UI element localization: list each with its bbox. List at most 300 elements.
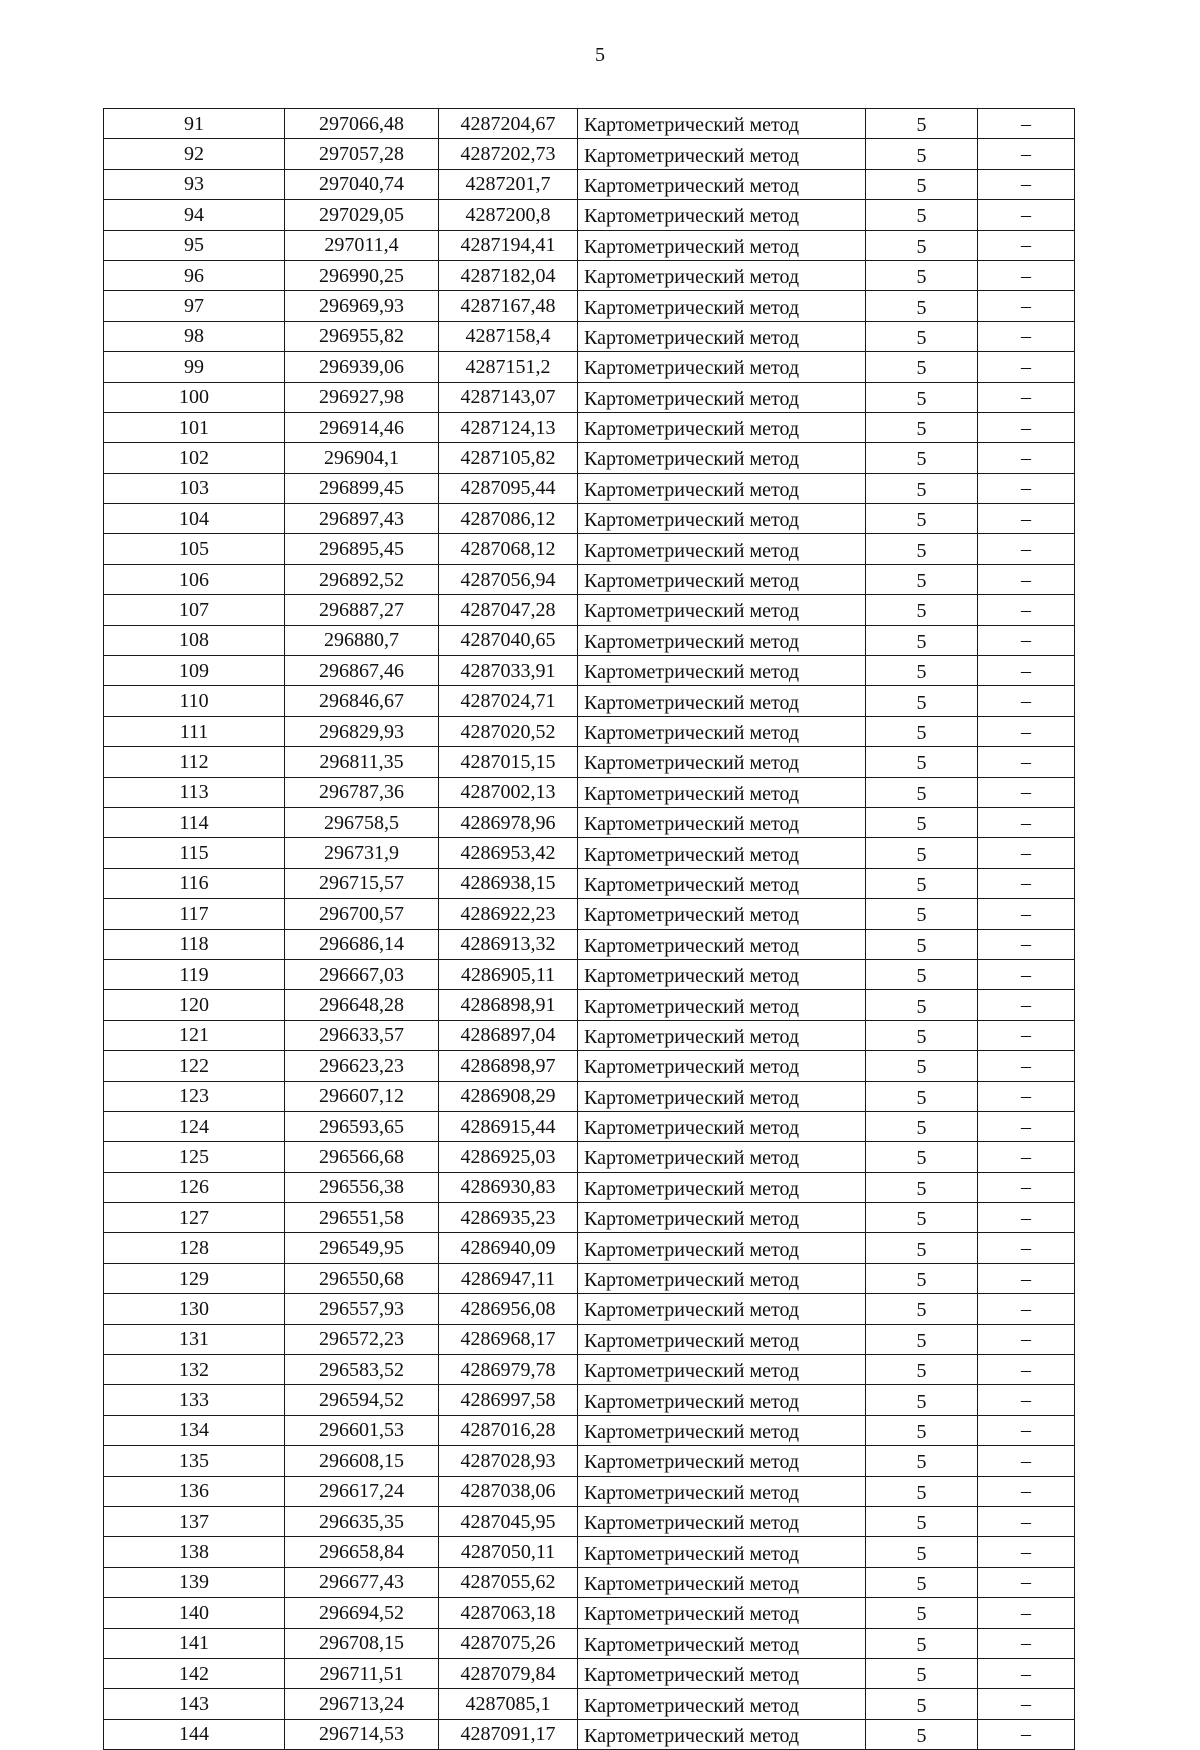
y-coordinate-cell: 4287201,7	[439, 169, 578, 199]
point-number-cell: 124	[104, 1111, 285, 1141]
accuracy-cell: 5	[866, 1020, 978, 1050]
x-coordinate-cell: 296677,43	[285, 1567, 439, 1597]
accuracy-cell: 5	[866, 990, 978, 1020]
method-cell: Картометрический метод	[578, 1142, 866, 1172]
y-coordinate-cell: 4287204,67	[439, 109, 578, 139]
point-number-cell: 112	[104, 747, 285, 777]
point-number-cell: 107	[104, 595, 285, 625]
x-coordinate-cell: 296549,95	[285, 1233, 439, 1263]
table-row	[104, 1446, 1075, 1476]
point-number-cell: 106	[104, 564, 285, 594]
note-cell: –	[978, 1415, 1075, 1445]
x-coordinate-cell: 297057,28	[285, 139, 439, 169]
y-coordinate-cell: 4286908,29	[439, 1081, 578, 1111]
point-number-cell: 123	[104, 1081, 285, 1111]
method-cell: Картометрический метод	[578, 1081, 866, 1111]
accuracy-cell: 5	[866, 1051, 978, 1081]
accuracy-cell: 5	[866, 412, 978, 442]
y-coordinate-cell: 4286956,08	[439, 1294, 578, 1324]
note-cell: –	[978, 1598, 1075, 1628]
table-row	[104, 1020, 1075, 1050]
method-cell: Картометрический метод	[578, 200, 866, 230]
x-coordinate-cell: 297011,4	[285, 230, 439, 260]
point-number-cell: 144	[104, 1719, 285, 1749]
point-number-cell: 99	[104, 352, 285, 382]
point-number-cell: 141	[104, 1628, 285, 1658]
y-coordinate-cell: 4286898,97	[439, 1051, 578, 1081]
point-number-cell: 100	[104, 382, 285, 412]
x-coordinate-cell: 296914,46	[285, 412, 439, 442]
x-coordinate-cell: 296556,38	[285, 1172, 439, 1202]
accuracy-cell: 5	[866, 1506, 978, 1536]
accuracy-cell: 5	[866, 1142, 978, 1172]
note-cell: –	[978, 929, 1075, 959]
method-cell: Картометрический метод	[578, 504, 866, 534]
point-number-cell: 120	[104, 990, 285, 1020]
note-cell: –	[978, 1111, 1075, 1141]
note-cell: –	[978, 169, 1075, 199]
note-cell: –	[978, 656, 1075, 686]
point-number-cell: 129	[104, 1263, 285, 1293]
y-coordinate-cell: 4287151,2	[439, 352, 578, 382]
table-row	[104, 1658, 1075, 1688]
method-cell: Картометрический метод	[578, 321, 866, 351]
x-coordinate-cell: 296713,24	[285, 1689, 439, 1719]
note-cell: –	[978, 382, 1075, 412]
y-coordinate-cell: 4287068,12	[439, 534, 578, 564]
table-row	[104, 1172, 1075, 1202]
x-coordinate-cell: 296787,36	[285, 777, 439, 807]
accuracy-cell: 5	[866, 504, 978, 534]
table-row	[104, 625, 1075, 655]
x-coordinate-cell: 296648,28	[285, 990, 439, 1020]
method-cell: Картометрический метод	[578, 656, 866, 686]
method-cell: Картометрический метод	[578, 595, 866, 625]
table-row	[104, 899, 1075, 929]
accuracy-cell: 5	[866, 1719, 978, 1749]
table-row	[104, 352, 1075, 382]
x-coordinate-cell: 296594,52	[285, 1385, 439, 1415]
x-coordinate-cell: 296667,03	[285, 959, 439, 989]
accuracy-cell: 5	[866, 868, 978, 898]
accuracy-cell: 5	[866, 1446, 978, 1476]
point-number-cell: 104	[104, 504, 285, 534]
table-row	[104, 868, 1075, 898]
note-cell: –	[978, 1203, 1075, 1233]
method-cell: Картометрический метод	[578, 686, 866, 716]
accuracy-cell: 5	[866, 716, 978, 746]
point-number-cell: 94	[104, 200, 285, 230]
point-number-cell: 135	[104, 1446, 285, 1476]
method-cell: Картометрический метод	[578, 990, 866, 1020]
y-coordinate-cell: 4287055,62	[439, 1567, 578, 1597]
accuracy-cell: 5	[866, 1537, 978, 1567]
method-cell: Картометрический метод	[578, 868, 866, 898]
note-cell: –	[978, 504, 1075, 534]
point-number-cell: 130	[104, 1294, 285, 1324]
point-number-cell: 126	[104, 1172, 285, 1202]
accuracy-cell: 5	[866, 1324, 978, 1354]
x-coordinate-cell: 296566,68	[285, 1142, 439, 1172]
accuracy-cell: 5	[866, 1355, 978, 1385]
method-cell: Картометрический метод	[578, 625, 866, 655]
table-row	[104, 564, 1075, 594]
accuracy-cell: 5	[866, 321, 978, 351]
y-coordinate-cell: 4286978,96	[439, 807, 578, 837]
point-number-cell: 109	[104, 656, 285, 686]
method-cell: Картометрический метод	[578, 1537, 866, 1567]
method-cell: Картометрический метод	[578, 1385, 866, 1415]
table-row	[104, 443, 1075, 473]
method-cell: Картометрический метод	[578, 1415, 866, 1445]
x-coordinate-cell: 296731,9	[285, 838, 439, 868]
method-cell: Картометрический метод	[578, 534, 866, 564]
y-coordinate-cell: 4286940,09	[439, 1233, 578, 1263]
y-coordinate-cell: 4286905,11	[439, 959, 578, 989]
accuracy-cell: 5	[866, 564, 978, 594]
method-cell: Картометрический метод	[578, 1111, 866, 1141]
accuracy-cell: 5	[866, 382, 978, 412]
y-coordinate-cell: 4287124,13	[439, 412, 578, 442]
accuracy-cell: 5	[866, 443, 978, 473]
x-coordinate-cell: 296550,68	[285, 1263, 439, 1293]
table-row	[104, 959, 1075, 989]
method-cell: Картометрический метод	[578, 1598, 866, 1628]
note-cell: –	[978, 868, 1075, 898]
table-row	[104, 1476, 1075, 1506]
point-number-cell: 92	[104, 139, 285, 169]
point-number-cell: 98	[104, 321, 285, 351]
y-coordinate-cell: 4286915,44	[439, 1111, 578, 1141]
y-coordinate-cell: 4287063,18	[439, 1598, 578, 1628]
x-coordinate-cell: 296895,45	[285, 534, 439, 564]
point-number-cell: 101	[104, 412, 285, 442]
y-coordinate-cell: 4287015,15	[439, 747, 578, 777]
y-coordinate-cell: 4287158,4	[439, 321, 578, 351]
y-coordinate-cell: 4286953,42	[439, 838, 578, 868]
table-row	[104, 1142, 1075, 1172]
note-cell: –	[978, 1020, 1075, 1050]
method-cell: Картометрический метод	[578, 1658, 866, 1688]
y-coordinate-cell: 4287194,41	[439, 230, 578, 260]
point-number-cell: 115	[104, 838, 285, 868]
accuracy-cell: 5	[866, 595, 978, 625]
x-coordinate-cell: 296593,65	[285, 1111, 439, 1141]
note-cell: –	[978, 564, 1075, 594]
point-number-cell: 95	[104, 230, 285, 260]
point-number-cell: 121	[104, 1020, 285, 1050]
point-number-cell: 116	[104, 868, 285, 898]
table-row	[104, 169, 1075, 199]
method-cell: Картометрический метод	[578, 109, 866, 139]
method-cell: Картометрический метод	[578, 1172, 866, 1202]
table-row	[104, 504, 1075, 534]
y-coordinate-cell: 4286897,04	[439, 1020, 578, 1050]
note-cell: –	[978, 1233, 1075, 1263]
method-cell: Картометрический метод	[578, 1355, 866, 1385]
note-cell: –	[978, 1476, 1075, 1506]
point-number-cell: 117	[104, 899, 285, 929]
method-cell: Картометрический метод	[578, 1294, 866, 1324]
accuracy-cell: 5	[866, 139, 978, 169]
table-row	[104, 1294, 1075, 1324]
coordinates-table	[103, 108, 1075, 1750]
x-coordinate-cell: 297040,74	[285, 169, 439, 199]
x-coordinate-cell: 296608,15	[285, 1446, 439, 1476]
x-coordinate-cell: 296892,52	[285, 564, 439, 594]
point-number-cell: 131	[104, 1324, 285, 1354]
table-row	[104, 777, 1075, 807]
table-row	[104, 1263, 1075, 1293]
table-row	[104, 1598, 1075, 1628]
point-number-cell: 113	[104, 777, 285, 807]
y-coordinate-cell: 4286997,58	[439, 1385, 578, 1415]
x-coordinate-cell: 296658,84	[285, 1537, 439, 1567]
note-cell: –	[978, 990, 1075, 1020]
method-cell: Картометрический метод	[578, 382, 866, 412]
note-cell: –	[978, 1324, 1075, 1354]
table-row	[104, 1233, 1075, 1263]
accuracy-cell: 5	[866, 1172, 978, 1202]
method-cell: Картометрический метод	[578, 260, 866, 290]
point-number-cell: 140	[104, 1598, 285, 1628]
table-row	[104, 139, 1075, 169]
method-cell: Картометрический метод	[578, 1689, 866, 1719]
x-coordinate-cell: 296694,52	[285, 1598, 439, 1628]
y-coordinate-cell: 4287091,17	[439, 1719, 578, 1749]
accuracy-cell: 5	[866, 1567, 978, 1597]
y-coordinate-cell: 4287167,48	[439, 291, 578, 321]
point-number-cell: 122	[104, 1051, 285, 1081]
y-coordinate-cell: 4287105,82	[439, 443, 578, 473]
note-cell: –	[978, 807, 1075, 837]
x-coordinate-cell: 296969,93	[285, 291, 439, 321]
y-coordinate-cell: 4286938,15	[439, 868, 578, 898]
note-cell: –	[978, 139, 1075, 169]
method-cell: Картометрический метод	[578, 139, 866, 169]
accuracy-cell: 5	[866, 625, 978, 655]
accuracy-cell: 5	[866, 200, 978, 230]
point-number-cell: 142	[104, 1658, 285, 1688]
point-number-cell: 96	[104, 260, 285, 290]
y-coordinate-cell: 4286935,23	[439, 1203, 578, 1233]
accuracy-cell: 5	[866, 777, 978, 807]
x-coordinate-cell: 296880,7	[285, 625, 439, 655]
accuracy-cell: 5	[866, 534, 978, 564]
table-row	[104, 1203, 1075, 1233]
y-coordinate-cell: 4287056,94	[439, 564, 578, 594]
point-number-cell: 118	[104, 929, 285, 959]
table-row	[104, 1506, 1075, 1536]
note-cell: –	[978, 1142, 1075, 1172]
y-coordinate-cell: 4287016,28	[439, 1415, 578, 1445]
table-row	[104, 230, 1075, 260]
x-coordinate-cell: 296572,23	[285, 1324, 439, 1354]
coordinates-table-body	[104, 109, 1075, 1750]
x-coordinate-cell: 296887,27	[285, 595, 439, 625]
note-cell: –	[978, 959, 1075, 989]
note-cell: –	[978, 534, 1075, 564]
note-cell: –	[978, 1446, 1075, 1476]
table-row	[104, 382, 1075, 412]
accuracy-cell: 5	[866, 838, 978, 868]
y-coordinate-cell: 4287040,65	[439, 625, 578, 655]
accuracy-cell: 5	[866, 352, 978, 382]
y-coordinate-cell: 4287143,07	[439, 382, 578, 412]
method-cell: Картометрический метод	[578, 1324, 866, 1354]
note-cell: –	[978, 1081, 1075, 1111]
method-cell: Картометрический метод	[578, 1628, 866, 1658]
method-cell: Картометрический метод	[578, 1506, 866, 1536]
accuracy-cell: 5	[866, 929, 978, 959]
y-coordinate-cell: 4287079,84	[439, 1658, 578, 1688]
point-number-cell: 91	[104, 109, 285, 139]
note-cell: –	[978, 352, 1075, 382]
note-cell: –	[978, 1567, 1075, 1597]
note-cell: –	[978, 625, 1075, 655]
accuracy-cell: 5	[866, 656, 978, 686]
method-cell: Картометрический метод	[578, 777, 866, 807]
method-cell: Картометрический метод	[578, 443, 866, 473]
x-coordinate-cell: 296700,57	[285, 899, 439, 929]
note-cell: –	[978, 686, 1075, 716]
table-row	[104, 1355, 1075, 1385]
y-coordinate-cell: 4287200,8	[439, 200, 578, 230]
x-coordinate-cell: 296758,5	[285, 807, 439, 837]
note-cell: –	[978, 1689, 1075, 1719]
accuracy-cell: 5	[866, 169, 978, 199]
y-coordinate-cell: 4287202,73	[439, 139, 578, 169]
x-coordinate-cell: 296686,14	[285, 929, 439, 959]
accuracy-cell: 5	[866, 1658, 978, 1688]
page-number: 5	[595, 44, 605, 66]
table-row	[104, 1719, 1075, 1749]
y-coordinate-cell: 4287075,26	[439, 1628, 578, 1658]
y-coordinate-cell: 4286922,23	[439, 899, 578, 929]
x-coordinate-cell: 297066,48	[285, 109, 439, 139]
point-number-cell: 136	[104, 1476, 285, 1506]
point-number-cell: 143	[104, 1689, 285, 1719]
table-row	[104, 260, 1075, 290]
table-row	[104, 929, 1075, 959]
note-cell: –	[978, 1263, 1075, 1293]
table-row	[104, 716, 1075, 746]
x-coordinate-cell: 296551,58	[285, 1203, 439, 1233]
note-cell: –	[978, 412, 1075, 442]
accuracy-cell: 5	[866, 1111, 978, 1141]
x-coordinate-cell: 296714,53	[285, 1719, 439, 1749]
table-row	[104, 412, 1075, 442]
x-coordinate-cell: 296607,12	[285, 1081, 439, 1111]
point-number-cell: 133	[104, 1385, 285, 1415]
y-coordinate-cell: 4286979,78	[439, 1355, 578, 1385]
method-cell: Картометрический метод	[578, 564, 866, 594]
point-number-cell: 102	[104, 443, 285, 473]
method-cell: Картометрический метод	[578, 1020, 866, 1050]
note-cell: –	[978, 1628, 1075, 1658]
accuracy-cell: 5	[866, 747, 978, 777]
note-cell: –	[978, 747, 1075, 777]
point-number-cell: 108	[104, 625, 285, 655]
point-number-cell: 127	[104, 1203, 285, 1233]
note-cell: –	[978, 595, 1075, 625]
point-number-cell: 105	[104, 534, 285, 564]
accuracy-cell: 5	[866, 1415, 978, 1445]
x-coordinate-cell: 296601,53	[285, 1415, 439, 1445]
point-number-cell: 111	[104, 716, 285, 746]
method-cell: Картометрический метод	[578, 1263, 866, 1293]
note-cell: –	[978, 321, 1075, 351]
x-coordinate-cell: 296927,98	[285, 382, 439, 412]
point-number-cell: 114	[104, 807, 285, 837]
table-row	[104, 200, 1075, 230]
method-cell: Картометрический метод	[578, 899, 866, 929]
note-cell: –	[978, 291, 1075, 321]
accuracy-cell: 5	[866, 686, 978, 716]
accuracy-cell: 5	[866, 1598, 978, 1628]
note-cell: –	[978, 1658, 1075, 1688]
accuracy-cell: 5	[866, 899, 978, 929]
note-cell: –	[978, 109, 1075, 139]
y-coordinate-cell: 4287050,11	[439, 1537, 578, 1567]
table-row	[104, 747, 1075, 777]
y-coordinate-cell: 4286898,91	[439, 990, 578, 1020]
method-cell: Картометрический метод	[578, 1446, 866, 1476]
method-cell: Картометрический метод	[578, 1567, 866, 1597]
accuracy-cell: 5	[866, 959, 978, 989]
y-coordinate-cell: 4286913,32	[439, 929, 578, 959]
accuracy-cell: 5	[866, 1081, 978, 1111]
note-cell: –	[978, 1537, 1075, 1567]
y-coordinate-cell: 4286968,17	[439, 1324, 578, 1354]
y-coordinate-cell: 4287182,04	[439, 260, 578, 290]
method-cell: Картометрический метод	[578, 291, 866, 321]
note-cell: –	[978, 230, 1075, 260]
table-row	[104, 1385, 1075, 1415]
x-coordinate-cell: 296711,51	[285, 1658, 439, 1688]
accuracy-cell: 5	[866, 1689, 978, 1719]
method-cell: Картометрический метод	[578, 716, 866, 746]
accuracy-cell: 5	[866, 1628, 978, 1658]
point-number-cell: 97	[104, 291, 285, 321]
x-coordinate-cell: 296904,1	[285, 443, 439, 473]
method-cell: Картометрический метод	[578, 352, 866, 382]
x-coordinate-cell: 296557,93	[285, 1294, 439, 1324]
x-coordinate-cell: 296939,06	[285, 352, 439, 382]
accuracy-cell: 5	[866, 109, 978, 139]
y-coordinate-cell: 4287024,71	[439, 686, 578, 716]
table-row	[104, 321, 1075, 351]
y-coordinate-cell: 4287095,44	[439, 473, 578, 503]
point-number-cell: 137	[104, 1506, 285, 1536]
point-number-cell: 139	[104, 1567, 285, 1597]
y-coordinate-cell: 4287045,95	[439, 1506, 578, 1536]
y-coordinate-cell: 4287033,91	[439, 656, 578, 686]
note-cell: –	[978, 777, 1075, 807]
point-number-cell: 103	[104, 473, 285, 503]
x-coordinate-cell: 296955,82	[285, 321, 439, 351]
y-coordinate-cell: 4287038,06	[439, 1476, 578, 1506]
x-coordinate-cell: 296617,24	[285, 1476, 439, 1506]
point-number-cell: 132	[104, 1355, 285, 1385]
method-cell: Картометрический метод	[578, 1476, 866, 1506]
x-coordinate-cell: 296829,93	[285, 716, 439, 746]
method-cell: Картометрический метод	[578, 807, 866, 837]
method-cell: Картометрический метод	[578, 747, 866, 777]
method-cell: Картометрический метод	[578, 1719, 866, 1749]
table-row	[104, 1567, 1075, 1597]
accuracy-cell: 5	[866, 1385, 978, 1415]
